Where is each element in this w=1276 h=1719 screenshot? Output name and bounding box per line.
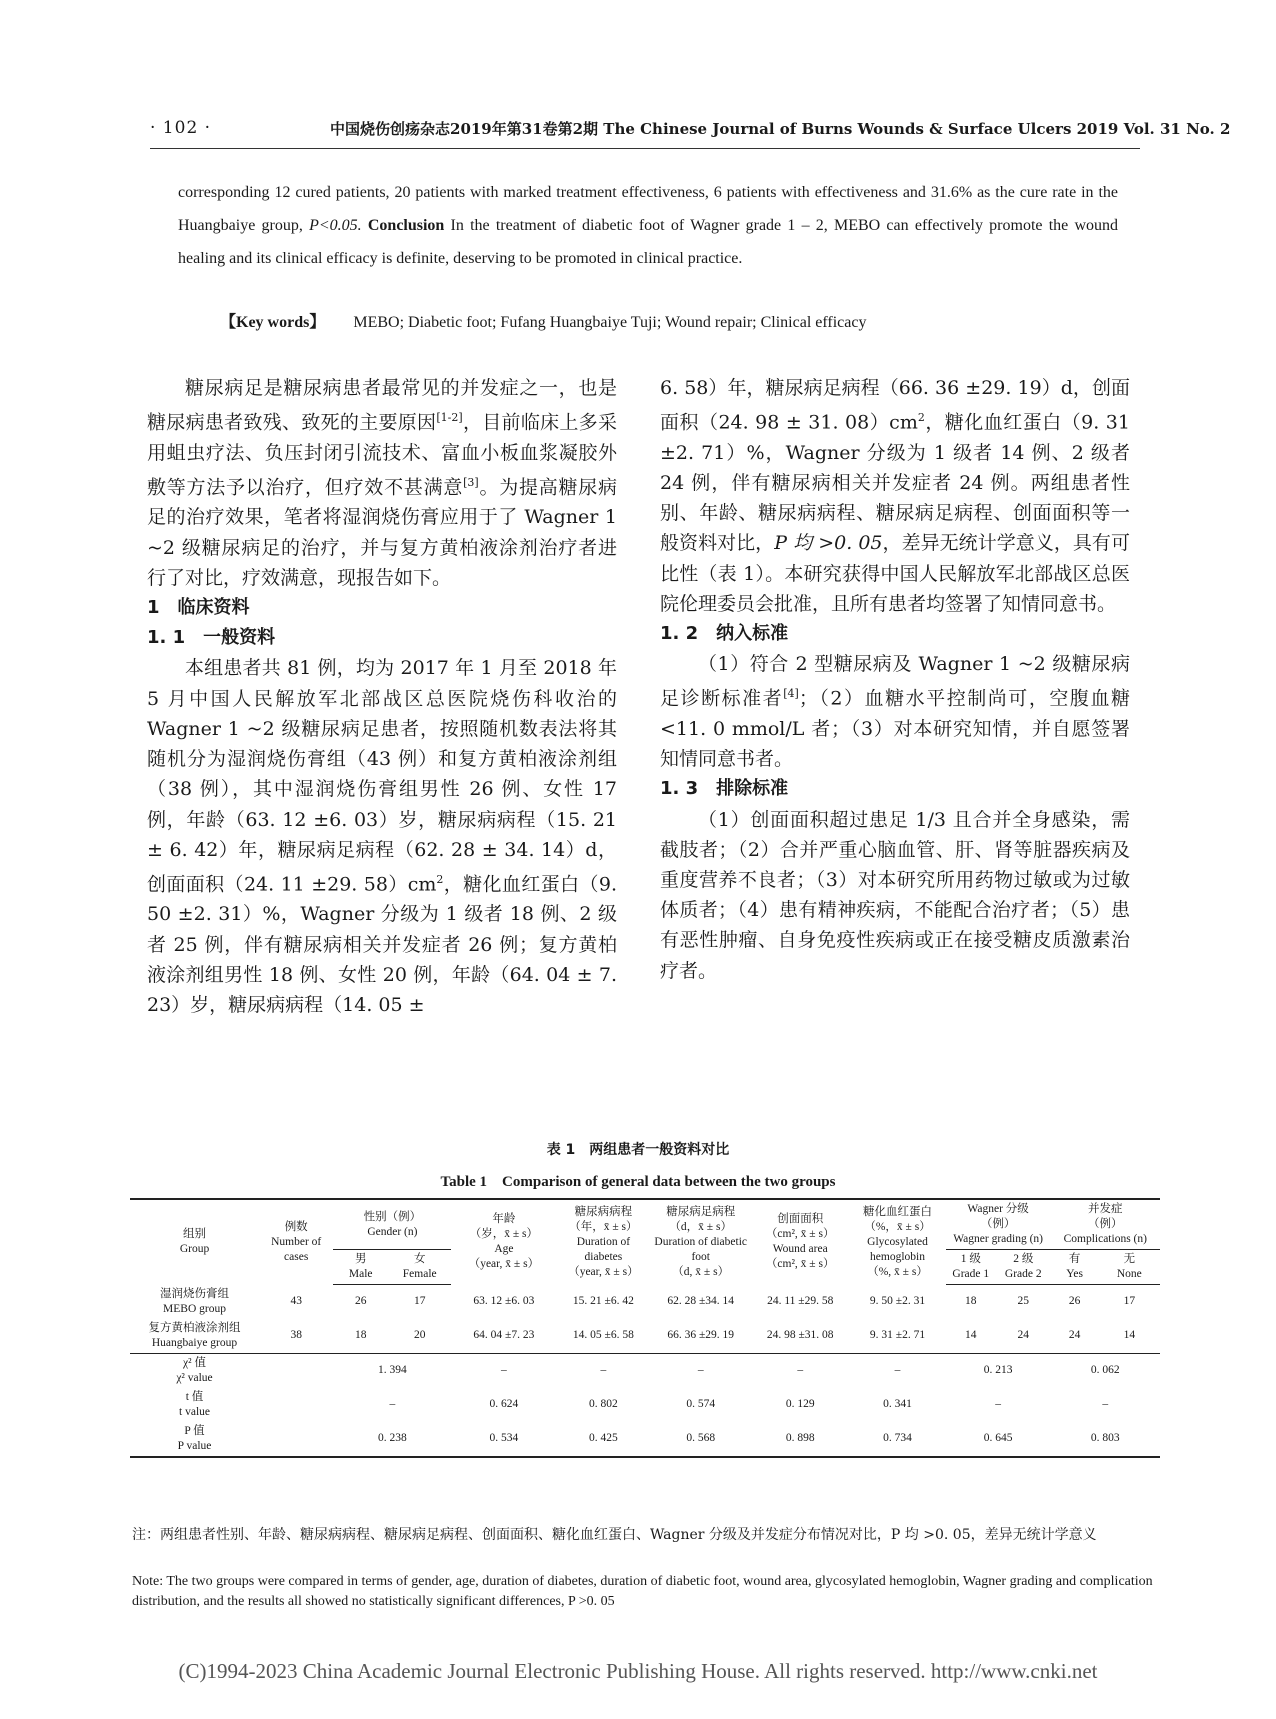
stat-dm: 0. 802 — [589, 1398, 618, 1410]
stat-hb: 0. 734 — [849, 1422, 945, 1457]
header-grade-2: 2 级 Grade 2 — [996, 1250, 1051, 1285]
intro-text-2: ，目前临床上多采用蛆虫疗法、负压封闭引流技术、富血小板血浆凝胶外敷等方法予以治疗，但疗效不甚满意 — [147, 411, 617, 499]
header-foot-duration: 糖尿病足病程 （d，x̄ ± s） Duration of diabetic foot （d, x̄ ± s） — [650, 1199, 751, 1285]
reference-4: [4] — [783, 687, 799, 701]
cell-df: 66. 36 ±29. 19 — [650, 1319, 751, 1354]
cell-no: 14 — [1099, 1319, 1160, 1354]
table-note-en: Note: The two groups were compared in terms of gender, age, duration of diabetes, duration of diabetic foot, wound area, glycosylated hemoglobin, Wagner grading and complication distribution, and the results all showed no statistically significant differences, P >0. 05 — [132, 1574, 1153, 1609]
general-data-text-a: 本组患者共 81 例，均为 2017 年 1 月至 2018 年 5 月中国人民解放军北部战区总医院烧伤科收治的 Wagner 1 ~2 级糖尿病足患者，按照随机数表法将其随机分为湿润烧伤膏组（43 例）和复方黄柏液涂剂组（38 例），其中湿润烧伤膏组男性 26 例、女性 17 例，年龄（63. 12 ±6. 03）岁，糖尿病病程（15. 21 ± 6. 42）年，糖尿病足病程（62. 28 ± 34. 14）d，创面面积（24. 11 ±29. 58）cm — [147, 657, 617, 896]
english-abstract — [178, 176, 1118, 275]
cm2-superscript: 2 — [436, 872, 444, 886]
inclusion-paragraph — [660, 649, 1130, 774]
general-data-table — [130, 1198, 1160, 1458]
inclusion-text-a: （1）符合 2 型糖尿病及 Wagner 1 ~2 级糖尿病足诊断标准者 — [660, 653, 1130, 710]
continued-text-c: ，差异无统计学意义，具有可比性（表 1）。本研究获得中国人民解放军北部战区总医院伦理委员会批准，且所有患者均签署了知情同意书。 — [660, 532, 1130, 615]
table-note-cn: 注：两组患者性别、年龄、糖尿病病程、糖尿病足病程、创面面积、糖化血红蛋白、Wagner 分级及并发症分布情况对比，P 均 >0. 05，差异无统计学意义 — [132, 1527, 1097, 1543]
stat-wagner: 0. 213 — [983, 1364, 1013, 1376]
stat-hb: – — [894, 1364, 901, 1376]
stat-comp: 0. 803 — [1051, 1422, 1160, 1457]
header-wagner: Wagner 分级 （例） Wagner grading (n) — [946, 1199, 1051, 1250]
reference-1-2: [1-2] — [436, 411, 463, 425]
cell-g1: 14 — [946, 1319, 996, 1354]
intro-text-1: 糖尿病足是糖尿病患者最常见的并发症之一，也是糖尿病患者致残、致死的主要原因 — [147, 377, 617, 434]
cm2-superscript: 2 — [917, 411, 925, 425]
header-rule — [150, 148, 1140, 149]
header-grade-1: 1 级 Grade 1 — [946, 1250, 996, 1285]
cell-g2: 25 — [1017, 1295, 1029, 1308]
header-complications: 并发症 （例） Complications (n) — [1051, 1199, 1160, 1250]
reference-3: [3] — [463, 475, 479, 489]
cell-g2: 24 — [996, 1319, 1051, 1354]
stat-wa: 0. 129 — [785, 1398, 815, 1410]
stat-df: 0. 574 — [686, 1398, 716, 1410]
cell-n: 38 — [259, 1319, 333, 1354]
keywords-label: 【Key words】 — [220, 314, 326, 331]
stat-age: – — [501, 1364, 507, 1376]
stat-hb: 0. 341 — [883, 1398, 912, 1410]
p-value-text: P 均 >0. 05 — [774, 532, 883, 555]
stat-age: 0. 624 — [489, 1398, 519, 1410]
section-1-2-heading: 1. 2 纳入标准 — [660, 622, 789, 644]
cell-yes: 24 — [1051, 1319, 1099, 1354]
continued-text-a: 6. 58）年，糖尿病足病程（66. 36 ±29. 19）d，创面面积（24. 98 ± 31. 08）cm — [660, 377, 1130, 434]
cell-n: 43 — [290, 1295, 302, 1307]
stat-wa: 0. 898 — [751, 1422, 849, 1457]
table-row-chi2 — [130, 1353, 1160, 1388]
header-yes: 有 Yes — [1051, 1250, 1099, 1285]
cell-dm: 14. 05 ±6. 58 — [556, 1319, 650, 1354]
cell-hb: 9. 31 ±2. 71 — [849, 1319, 945, 1354]
cell-female: 17 — [413, 1295, 426, 1308]
copyright-footer: (C)1994-2023 China Academic Journal Electronic Publishing House. All rights reserved. http://www.cnki.net — [178, 1659, 1098, 1683]
header-hemoglobin: 糖化血红蛋白 （%，x̄ ± s） Glycosylated hemoglobin （%, x̄ ± s） — [849, 1199, 945, 1285]
section-1-heading: 1 临床资料 — [147, 597, 250, 619]
header-male: 男 Male — [333, 1250, 388, 1285]
stat-dm: 0. 425 — [556, 1422, 650, 1457]
stat-df: – — [697, 1364, 704, 1376]
stat-age: 0. 534 — [451, 1422, 556, 1457]
abstract-text-1: corresponding 12 cured patients, 20 patients with marked treatment effectiveness, 6 patients with effectiveness and 31.6% as the cure rate in the Huangbaiye group, — [178, 184, 1118, 234]
cell-male: 18 — [333, 1319, 388, 1354]
table-row-mebo — [130, 1285, 1160, 1319]
cell-age: 64. 04 ±7. 23 — [451, 1319, 556, 1354]
stat-wa: – — [797, 1364, 804, 1376]
cell-female: 20 — [388, 1319, 451, 1354]
conclusion-label: Conclusion — [367, 217, 445, 234]
table-row-huangbaiye — [130, 1319, 1160, 1354]
cell-age: 63. 12 ±6. 03 — [473, 1295, 535, 1307]
stat-df: 0. 568 — [650, 1422, 751, 1457]
section-1-3-heading: 1. 3 排除标准 — [660, 778, 789, 800]
header-cases: 例数 Number of cases — [259, 1199, 333, 1285]
cell-wa: 24. 98 ±31. 08 — [751, 1319, 849, 1354]
abstract-text-2: In the treatment of diabetic foot of Wagner grade 1 – 2, MEBO can effectively promote the wound healing and its clinical efficacy is definite, deserving to be promoted in clinical practice. — [178, 217, 1119, 267]
exclusion-paragraph: （1）创面面积超过患足 1/3 且合并全身感染，需截肢者；（2）合并严重心脑血管、肝、肾等脏器疾病及重度营养不良者；（3）对本研究所用药物过敏或为过敏体质者；（4）患有精神疾病，不能配合治疗者；（5）患有恶性肿瘤、自身免疫性疾病或正在接受糖皮质激素治疗者。 — [660, 808, 1130, 982]
header-none: 无 None — [1099, 1250, 1160, 1285]
row-label: 复方黄柏液涂剂组 Huangbaiye group — [130, 1319, 259, 1354]
stat-gender: 0. 238 — [333, 1422, 451, 1457]
row-label: P 值 P value — [130, 1422, 259, 1457]
general-data-paragraph — [147, 653, 617, 1020]
page-number: · 102 · — [150, 118, 212, 138]
row-label: t 值 t value — [179, 1390, 210, 1418]
stat-wagner: 0. 645 — [946, 1422, 1051, 1457]
cell-dm: 15. 21 ±6. 42 — [572, 1295, 634, 1307]
header-group: 组别 Group — [130, 1199, 259, 1285]
table-header-row-1 — [130, 1199, 1160, 1250]
stat-comp: 0. 062 — [1090, 1364, 1120, 1376]
abstract-p-value: P<0.05. — [309, 217, 362, 234]
running-title: 中国烧伤创疡杂志2019年第31卷第2期 The Chinese Journal of Burns Wounds & Surface Ulcers 2019 Vol. 31 No. 2 — [330, 120, 1231, 138]
section-1-1-heading: 1. 1 一般资料 — [147, 627, 276, 649]
cell-g1: 18 — [965, 1295, 977, 1308]
stat-wagner: – — [995, 1398, 1001, 1410]
left-column — [147, 373, 617, 1020]
stat-dm: – — [600, 1364, 607, 1376]
row-label: 湿润烧伤膏组 MEBO group — [160, 1287, 229, 1315]
general-data-continued — [660, 373, 1130, 619]
keywords-text: MEBO; Diabetic foot; Fufang Huangbaiye Tuji; Wound repair; Clinical efficacy — [353, 314, 867, 331]
header-wound-area: 创面面积 （cm², x̄ ± s） Wound area （cm², x̄ ± s） — [751, 1199, 849, 1285]
cell-df: 62. 28 ±34. 14 — [667, 1295, 735, 1307]
intro-paragraph — [147, 373, 617, 593]
header-gender: 性别（例） Gender (n) — [333, 1199, 451, 1250]
stat-gender: 1. 394 — [378, 1364, 407, 1376]
header-diabetes-duration: 糖尿病病程 （年，x̄ ± s） Duration of diabetes （year, x̄ ± s） — [556, 1199, 650, 1285]
table-row-p — [130, 1422, 1160, 1457]
keywords-line — [220, 309, 866, 332]
continued-text-b: ，糖化血红蛋白（9. 31 ±2. 71）%，Wagner 分级为 1 级者 14 例、2 级者 24 例，伴有糖尿病相关并发症者 24 例。两组患者性别、年龄、糖尿病病程、糖尿病足病程、创面面积等一般资料对比， — [660, 411, 1130, 555]
cell-hb: 9. 50 ±2. 31 — [869, 1295, 926, 1307]
cell-yes: 26 — [1068, 1295, 1081, 1308]
general-data-text-b: ，糖化血红蛋白（9. 50 ±2. 31）%，Wagner 分级为 1 级者 18 例、2 级者 25 例，伴有糖尿病相关并发症者 26 例；复方黄柏液涂剂组男性 18 例、女性 20 例，年龄（64. 04 ± 7. 23）岁，糖尿病病程（14. 05 ± — [147, 873, 617, 1017]
cell-male: 26 — [354, 1295, 367, 1308]
table-caption-cn: 表 1 两组患者一般资料对比 — [546, 1142, 730, 1158]
intro-text-3: 。为提高糖尿病足的治疗效果，笔者将湿润烧伤膏应用于了 Wagner 1 ~2 级糖尿病足的治疗，并与复方黄柏液涂剂治疗者进行了对比，疗效满意，现报告如下。 — [147, 476, 617, 589]
table-caption-en: Table 1 Comparison of general data between the two groups — [440, 1174, 836, 1190]
header-age: 年龄 （岁，x̄ ± s） Age （year, x̄ ± s） — [451, 1199, 556, 1285]
cell-no: 17 — [1123, 1295, 1136, 1308]
row-label: χ² 值 χ² value — [176, 1356, 213, 1384]
cell-wa: 24. 11 ±29. 58 — [767, 1295, 834, 1307]
right-column — [660, 373, 1130, 986]
inclusion-text-b: ；（2）血糖水平控制尚可，空腹血糖 <11. 0 mmol/L 者；（3）对本研究知情，并自愿签署知情同意书者。 — [660, 687, 1130, 771]
table-row-t — [130, 1388, 1160, 1422]
stat-comp: – — [1102, 1398, 1109, 1410]
header-female: 女 Female — [388, 1250, 451, 1285]
stat-gender: – — [389, 1398, 396, 1410]
